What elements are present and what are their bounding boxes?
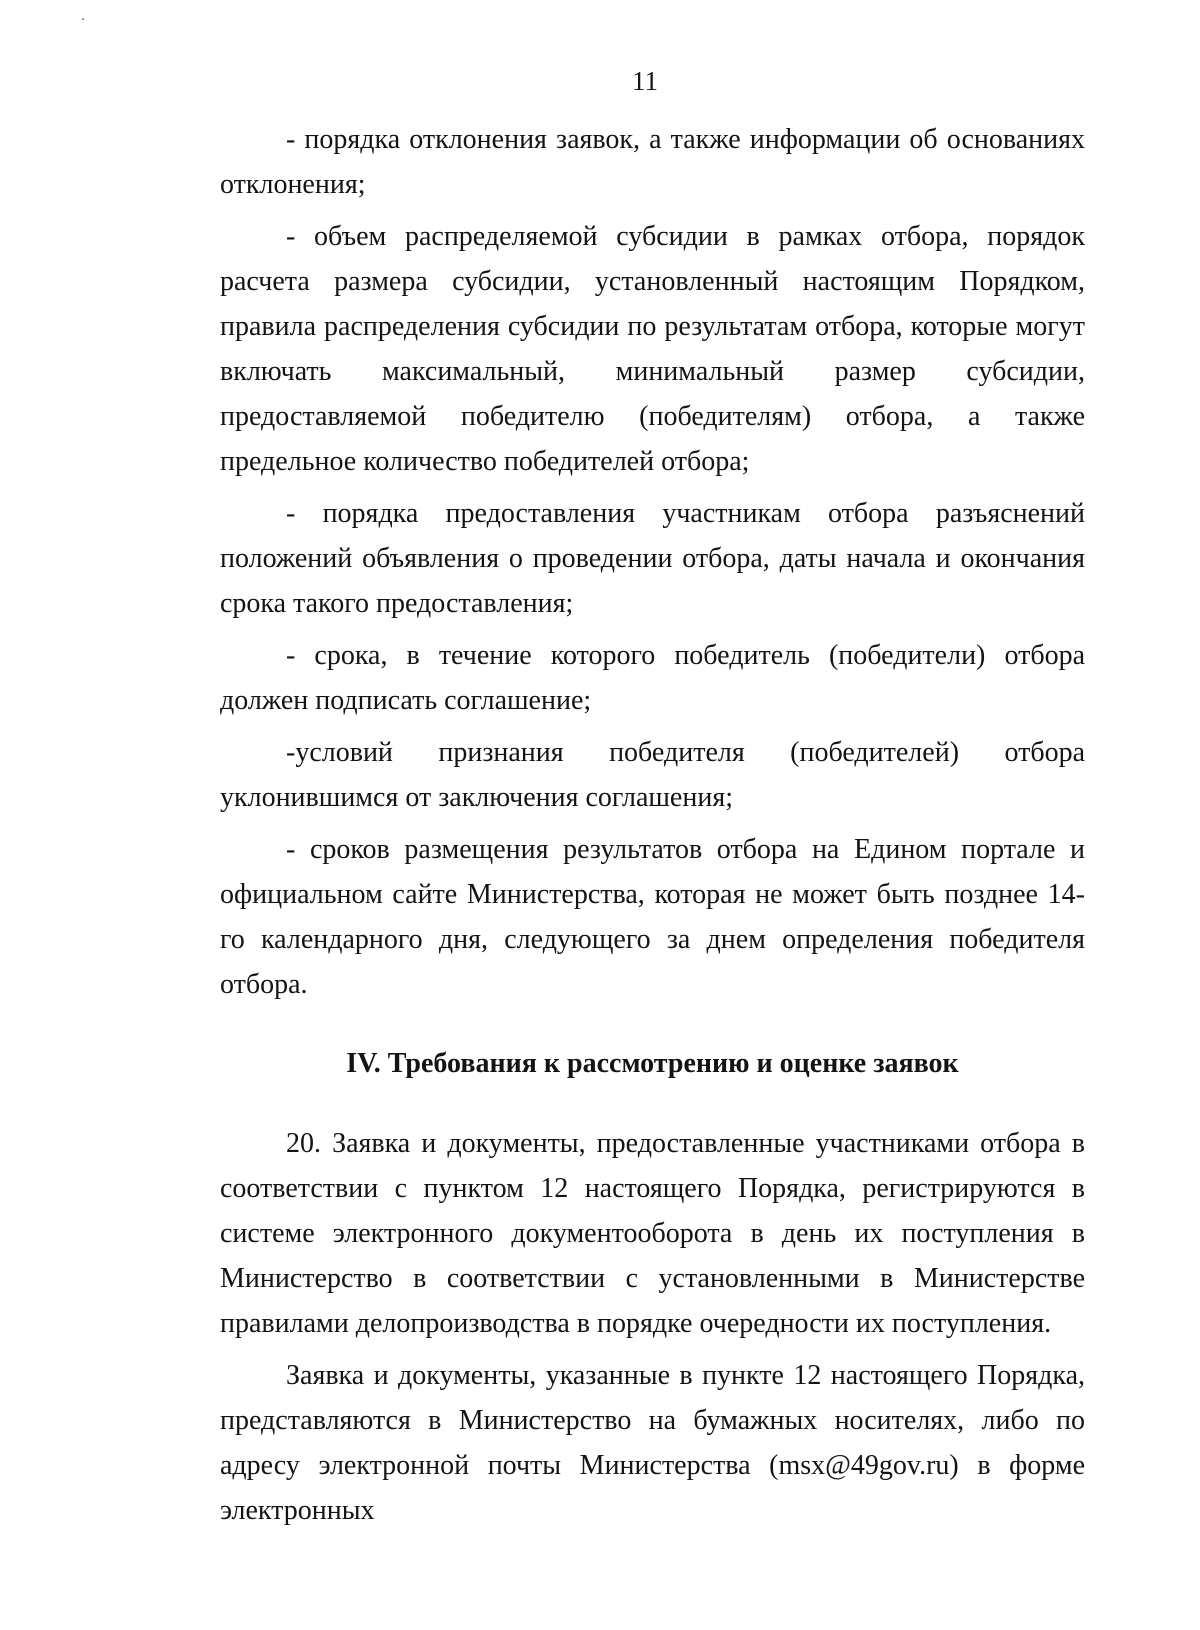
scan-speck — [82, 18, 84, 20]
paragraph-results-publication: - сроков размещения результатов отбора на Едином портале и официальном сайте Министерства, которая не может быть позднее 14-го календарного дня, следующего за днем определения победителя отбора. — [220, 834, 1085, 1000]
paragraph-evasion-conditions: -условий признания победителя (победителей) отбора уклонившимся от заключения соглашения; — [220, 737, 1085, 813]
paragraph-subsidy-volume: - объем распределяемой субсидии в рамках отбора, порядок расчета размера субсидии, установленный настоящим Порядком, правила распределения субсидии по результатам отбора, которые могут включать максимальный, минимальный размер субсидии, предоставляемой победителю (победителям) отбора, а также предельное количество победителей отбора; — [220, 221, 1085, 477]
paragraph-rejection-procedure: - порядка отклонения заявок, а также информации об основаниях отклонения; — [220, 124, 1085, 200]
paragraph-agreement-deadline: - срока, в течение которого победитель (победители) отбора должен подписать соглашение; — [220, 640, 1085, 716]
section-heading: IV. Требования к рассмотрению и оценке заявок — [346, 1048, 959, 1079]
paragraph-item-20: 20. Заявка и документы, предоставленные участниками отбора в соответствии с пунктом 12 настоящего Порядка, регистрируются в системе электронного документооборота в день их поступления в Министерство в соответствии с установленными в Министерстве правилами делопроизводства в порядке очередности их поступления. — [220, 1128, 1085, 1339]
paragraph-clarification-procedure: - порядка предоставления участникам отбора разъяснений положений объявления о проведении отбора, даты начала и окончания срока такого предоставления; — [220, 498, 1085, 619]
page-number: 11 — [632, 66, 658, 96]
document-body — [220, 117, 1085, 1540]
paragraph-submission-methods: Заявка и документы, указанные в пункте 12 настоящего Порядка, представляются в Министерство на бумажных носителях, либо по адресу электронной почты Министерства (msx@49gov.ru) в форме электронных — [220, 1360, 1085, 1526]
